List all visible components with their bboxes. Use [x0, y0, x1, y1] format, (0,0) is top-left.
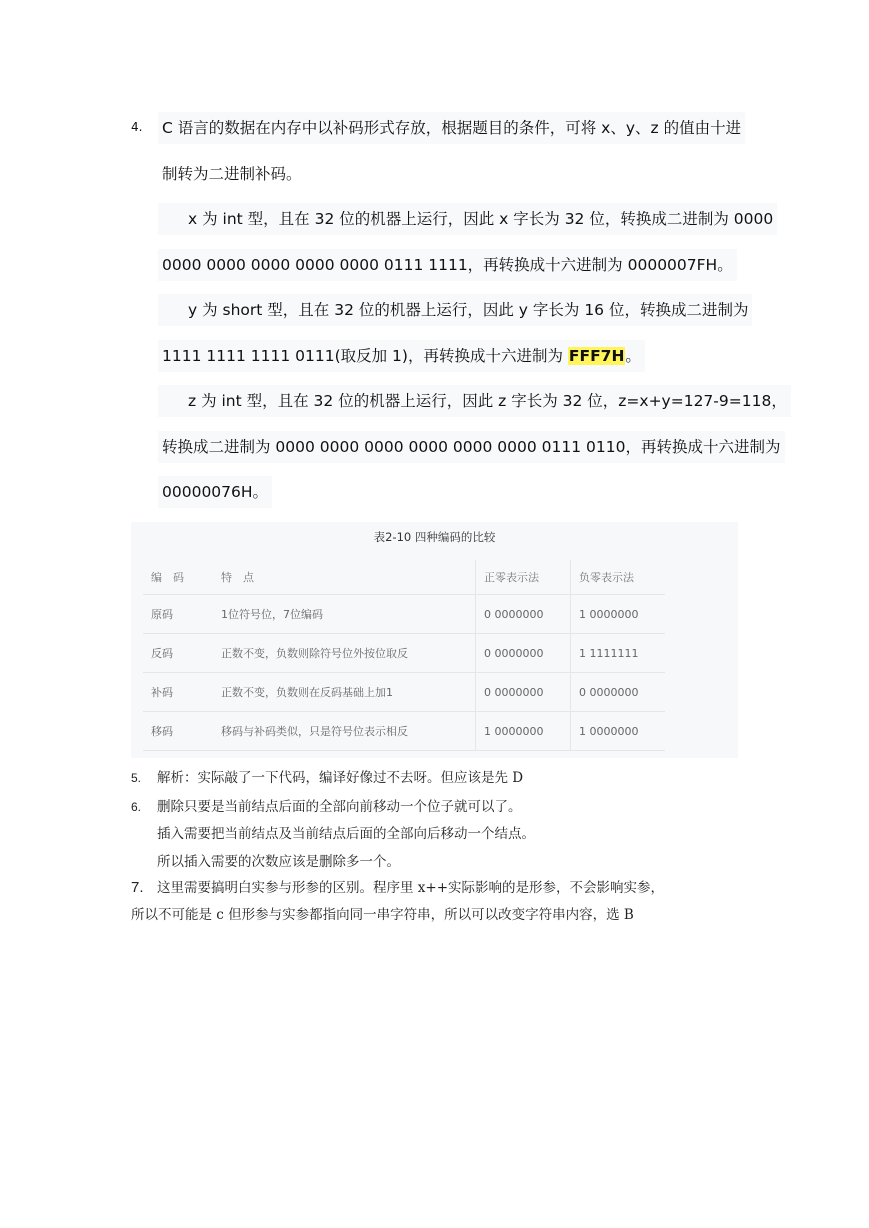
- table-cell: 1位符号位，7位编码: [213, 595, 476, 634]
- table-row: [143, 595, 665, 634]
- answer-7-line-2: 所以不可能是 c 但形参与实参都指向同一串字符串，所以可以改变字符串内容，选 B: [131, 907, 634, 923]
- answer-6-line-2: 插入需要把当前结点及当前结点后面的全部向后移动一个结点。: [157, 826, 535, 842]
- answer-6-line-1: 删除只要是当前结点后面的全部向前移动一个位子就可以了。: [157, 799, 522, 815]
- table-cell: 1 0000000: [571, 595, 666, 634]
- header-code: 编 码: [143, 560, 213, 595]
- table-cell: 原码: [143, 595, 213, 634]
- answer-7-line-1: 这里需要搞明白实参与形参的区别。程序里 x++实际影响的是形参，不会影响实参，: [157, 880, 665, 896]
- table-row: [143, 673, 665, 712]
- table-cell: 0 0000000: [476, 634, 571, 673]
- answer-4-line-8: 转换成二进制为 0000 0000 0000 0000 0000 0000 0111 0110，再转换成十六进制为: [158, 431, 785, 463]
- answer-7-number: 7.: [131, 879, 144, 896]
- table-cell: 移码与补码类似，只是符号位表示相反: [213, 712, 476, 751]
- answer-4-line-1: C 语言的数据在内存中以补码形式存放，根据题目的条件，可将 x、y、z 的值由十进: [158, 112, 745, 144]
- answer-4-line-7: z 为 int 型，且在 32 位的机器上运行，因此 z 字长为 32 位，z=x+y=127-9=118，: [158, 385, 791, 417]
- answer-7: [131, 876, 664, 896]
- answer-4-line-2: 制转为二进制补码。: [162, 165, 302, 183]
- answer-4-line-9: 00000076H。: [158, 476, 272, 508]
- header-feature: 特 点: [213, 560, 476, 595]
- answer-5-text: 解析：实际敲了一下代码，编译好像过不去呀。但应该是先 D: [157, 770, 524, 786]
- table: [143, 560, 665, 751]
- table-row: [143, 712, 665, 751]
- answer-4-line-3: x 为 int 型，且在 32 位的机器上运行，因此 x 字长为 32 位，转换成二进制为 0000: [158, 203, 777, 235]
- answer-6: [131, 795, 522, 815]
- answer-4-line-5: y 为 short 型，且在 32 位的机器上运行，因此 y 字长为 16 位，转换成二进制为: [158, 294, 752, 326]
- table-cell: 1 1111111: [571, 634, 666, 673]
- table-header-row: [143, 560, 665, 595]
- table-cell: 0 0000000: [571, 673, 666, 712]
- answer-4-line-6-suffix: 。: [625, 347, 641, 365]
- answer-4-line-4: 0000 0000 0000 0000 0000 0111 1111，再转换成十六进制为 0000007FH。: [158, 249, 737, 281]
- table-caption: 表2-10 四种编码的比较: [373, 530, 496, 544]
- highlighted-value: FFF7H: [568, 347, 625, 365]
- table-cell: 0 0000000: [476, 673, 571, 712]
- table-cell: 1 0000000: [571, 712, 666, 751]
- answer-5-number: 5.: [131, 771, 142, 785]
- answer-6-line-3: 所以插入需要的次数应该是删除多一个。: [157, 854, 400, 870]
- answer-4-line-6: [158, 340, 645, 372]
- header-negative-zero: 负零表示法: [571, 560, 666, 595]
- table-cell: 正数不变，负数则在反码基础上加1: [213, 673, 476, 712]
- table-cell: 正数不变，负数则除符号位外按位取反: [213, 634, 476, 673]
- table-row: [143, 634, 665, 673]
- table-cell: 1 0000000: [476, 712, 571, 751]
- table-cell: 移码: [143, 712, 213, 751]
- answer-4-number: 4.: [131, 120, 143, 134]
- table-cell: 反码: [143, 634, 213, 673]
- encoding-comparison-table: [131, 522, 738, 758]
- answer-4-line-6-text: 1111 1111 1111 0111(取反加 1)，再转换成十六进制为: [162, 347, 568, 365]
- answer-6-number: 6.: [131, 800, 142, 814]
- header-positive-zero: 正零表示法: [476, 560, 571, 595]
- table-cell: 补码: [143, 673, 213, 712]
- answer-5: [131, 766, 523, 786]
- table-cell: 0 0000000: [476, 595, 571, 634]
